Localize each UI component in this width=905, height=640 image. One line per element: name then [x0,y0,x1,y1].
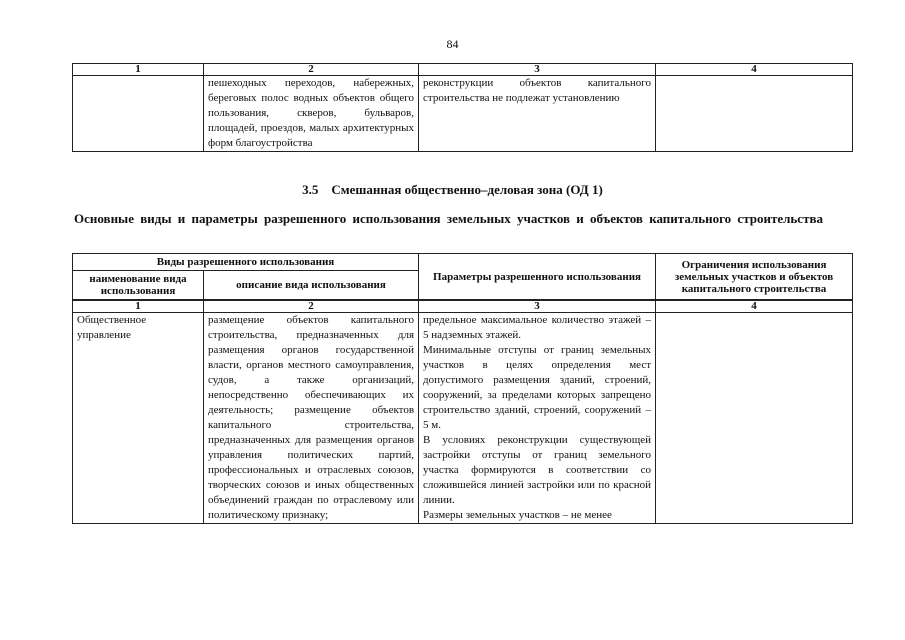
continued-table [72,63,853,152]
usage-description: размещение объектов капитального строительства, предназначенных для размещения органов государственной власти, органов местного самоуправления, судов, а также организаций, непосредственно обеспечивающих их деятельность; размещение объектов капитального строительства, предназначенных для размещения органов управления политических партий, профессиональных и отраслевых союзов, творческих союзов и иных общественных объединений граждан по отраслевому или политическому признаку; [204,313,419,524]
column-number: 2 [204,64,419,76]
table-cell-params: реконструкции объектов капитального строительства не подлежат установлению [419,76,656,152]
land-use-table [72,253,853,524]
usage-params [419,313,656,524]
subtitle: Основные виды и параметры разрешенного использования земельных участков и объектов капитального строительства [74,211,823,226]
header-restrictions: Ограничения использования земельных участков и объектов капитального строительства [656,254,853,301]
column-number-row [73,300,853,313]
page-number: 84 [446,37,459,51]
param-paragraph: предельное максимальное количество этажей – 5 надземных этажей. [423,314,652,341]
header-params: Параметры разрешенного использования [419,254,656,301]
table-row [73,313,853,524]
column-number: 4 [656,64,853,76]
column-number: 3 [419,300,656,313]
column-number: 1 [73,300,204,313]
table-cell-description: пешеходных переходов, набережных, береговых полос водных объектов общего пользования, скверов, бульваров, площадей, проездов, малых архитектурных форм благоустройства [204,76,419,152]
usage-restrictions [656,313,853,524]
section-title [0,182,905,198]
column-number-row [73,64,853,76]
table-cell-empty [73,76,204,152]
column-number: 2 [204,300,419,313]
column-number: 3 [419,64,656,76]
section-number: 3.5 [302,182,319,197]
header-usage-group: Виды разрешенного использования [73,254,419,271]
table-cell-restrictions [656,76,853,152]
param-paragraph: Минимальные отступы от границ земельных участков в целях определения мест допустимого размещения зданий, строений, сооружений, за пределами которых запрещено строительство зданий, строений, сооружений – 5 м. [423,344,652,431]
header-usage-name: наименование вида использования [73,271,204,301]
section-name: Смешанная общественно–деловая зона (ОД 1) [331,182,603,197]
column-number: 1 [73,64,204,76]
table-header-row [73,254,853,271]
header-usage-description: описание вида использования [204,271,419,301]
param-paragraph: В условиях реконструкции существующей застройки отступы от границ земельного участка формируются в соответствии со сложившейся линией застройки или по красной линии. [423,434,652,506]
usage-name: Общественное управление [73,313,204,524]
table-row [73,76,853,152]
param-paragraph: Размеры земельных участков – не менее [423,509,612,521]
column-number: 4 [656,300,853,313]
